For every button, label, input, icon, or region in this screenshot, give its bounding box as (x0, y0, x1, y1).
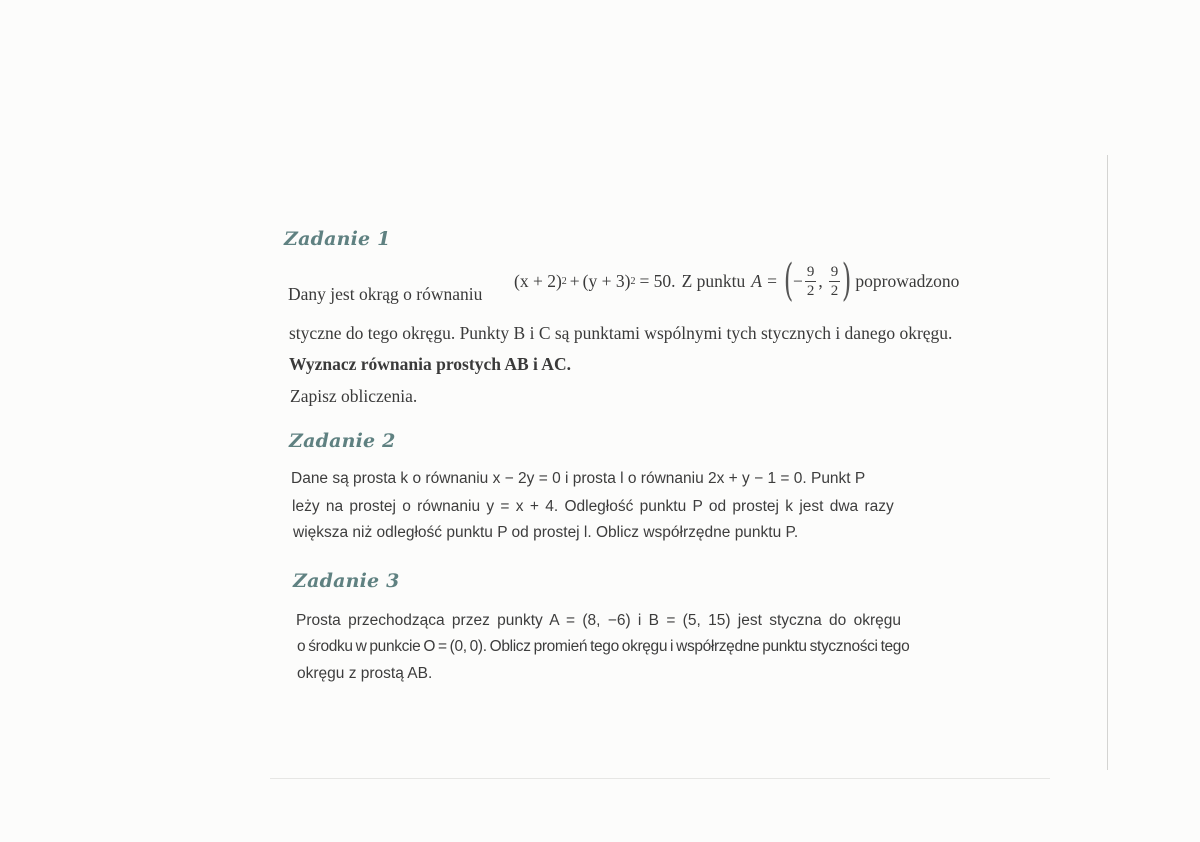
task3-line2: o środku w punkcie O = (0, 0). Oblicz promień tego okręgu i współrzędne punktu styczności tego (297, 638, 910, 655)
task1-note: Zapisz obliczenia. (290, 386, 418, 406)
fraction-y (829, 263, 841, 300)
eq-term-a: (x + 2) (514, 270, 562, 291)
task2-line2: leży na prostej o równaniu y = x + 4. Odległość punktu P od prostej k jest dwa razy (292, 498, 894, 515)
task1-circle-equation (514, 257, 959, 305)
page-edge-right (1107, 155, 1108, 770)
task2-heading: Zadanie 2 (289, 430, 396, 452)
task2-line3: większa niż odległość punktu P od prostej l. Oblicz współrzędne punktu P. (293, 524, 799, 541)
task3-line3: okręgu z prostą AB. (297, 665, 433, 682)
fraction-y-denominator: 2 (830, 282, 839, 299)
task1-instruction: Wyznacz równania prostych AB i AC. (289, 354, 571, 374)
fraction-y-numerator: 9 (830, 263, 839, 280)
eq-rhs: = 50. (639, 270, 676, 291)
task1-line2: styczne do tego okręgu. Punkty B i C są punktami wspólnymi tych stycznych i danego okręgu. (289, 323, 953, 343)
left-paren: ( (783, 255, 794, 306)
task1-line1-intro: Dany jest okrąg o równaniu (288, 284, 483, 304)
task2-line1: Dane są prosta k o równaniu x − 2y = 0 i prosta l o równaniu 2x + y − 1 = 0. Punkt P (291, 470, 866, 487)
task1-heading: Zadanie 1 (284, 228, 391, 250)
eq-plus: + (569, 270, 580, 291)
page-edge-bottom (270, 778, 1050, 779)
eq-term-b: (y + 3) (582, 270, 631, 291)
task3-line1: Prosta przechodząca przez punkty A = (8, −6) i B = (5, 15) jest styczna do okręgu (296, 612, 902, 629)
point-intro: Z punktu (681, 270, 746, 291)
fraction-x (805, 263, 817, 300)
task3-heading: Zadanie 3 (293, 570, 400, 592)
fraction-sign: − (792, 270, 803, 291)
fraction-x-denominator: 2 (806, 282, 815, 299)
point-a-label: A = (751, 270, 778, 291)
eq-exponent-b: 2 (630, 275, 636, 287)
eq-exponent-a: 2 (561, 275, 567, 287)
coordinate-comma: , (818, 270, 823, 291)
right-paren: ) (842, 255, 852, 306)
task1-line1-end: poprowadzono (855, 270, 960, 291)
fraction-x-numerator: 9 (806, 263, 815, 280)
